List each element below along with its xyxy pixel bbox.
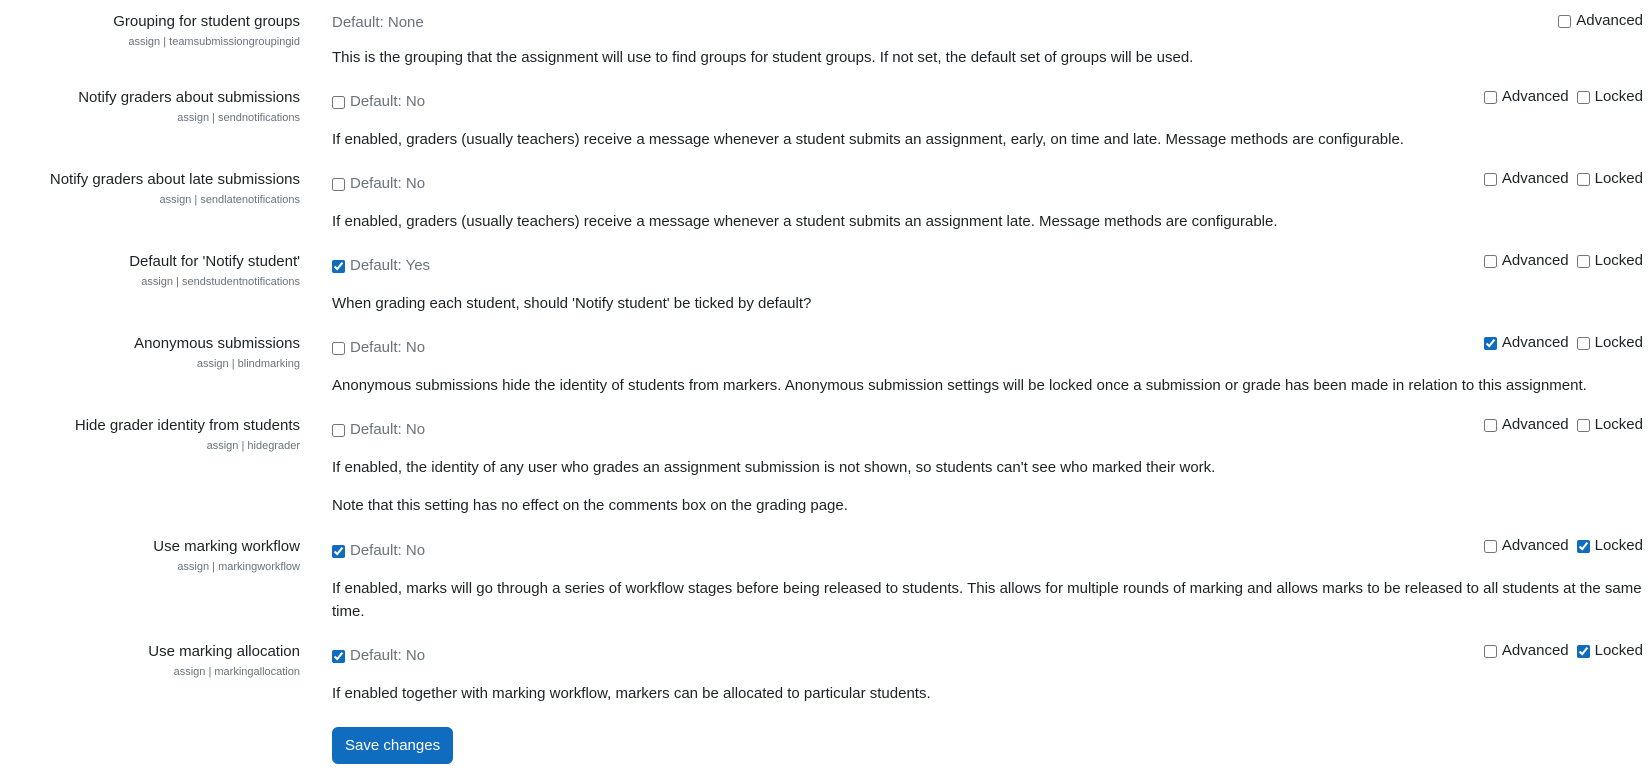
advanced-flag[interactable]: Advanced [1484, 170, 1569, 188]
setting-description: If enabled, graders (usually teachers) receive a message whenever a student submits an assignment, early, on time and late. Message methods are configurable. [332, 131, 1404, 148]
advanced-checkbox[interactable] [1484, 255, 1497, 268]
setting-title: Notify graders about submissions [78, 89, 300, 106]
setting-title: Use marking workflow [153, 538, 300, 555]
advanced-flag[interactable]: Advanced [1484, 537, 1569, 555]
setting-flags [1484, 537, 1643, 555]
setting-checkbox[interactable] [332, 650, 345, 663]
locked-checkbox[interactable] [1577, 173, 1590, 186]
setting-control [332, 175, 425, 193]
default-value: Default: Yes [350, 257, 431, 274]
setting-flags [1558, 12, 1643, 30]
advanced-flag[interactable]: Advanced [1484, 642, 1569, 660]
setting-key: assign | blindmarking [196, 358, 300, 370]
locked-checkbox[interactable] [1577, 645, 1590, 658]
setting-description: When grading each student, should 'Notify student' be ticked by default? [332, 295, 812, 312]
setting-checkbox[interactable] [332, 178, 345, 191]
setting-title: Default for 'Notify student' [129, 253, 300, 270]
setting-title: Use marking allocation [148, 643, 300, 660]
setting-key: assign | teamsubmissiongroupingid [128, 36, 300, 48]
default-value: Default: No [350, 93, 426, 110]
grouping-select[interactable] [332, 14, 424, 32]
setting-key: assign | markingallocation [173, 666, 300, 678]
setting-label [113, 13, 300, 49]
setting-flags [1484, 252, 1643, 270]
setting-flags [1484, 334, 1643, 352]
advanced-flag[interactable]: Advanced [1558, 12, 1643, 30]
setting-control [332, 542, 425, 560]
default-value: Default: No [350, 175, 426, 192]
setting-description: Anonymous submissions hide the identity of students from markers. Anonymous submission settings will be locked once a submission or grade has been made in relation to this assignment. [332, 377, 1587, 394]
save-changes-button[interactable]: Save changes [332, 727, 453, 764]
setting-description: This is the grouping that the assignment will use to find groups for student groups. If not set, the default set of groups will be used. [332, 49, 1194, 66]
advanced-checkbox[interactable] [1558, 15, 1571, 28]
setting-title: Grouping for student groups [113, 13, 300, 30]
setting-label [153, 538, 300, 574]
locked-flag[interactable]: Locked [1577, 334, 1643, 352]
setting-flags [1484, 642, 1643, 660]
setting-description: If enabled together with marking workflow, markers can be allocated to particular students. [332, 685, 931, 702]
setting-checkbox[interactable] [332, 545, 345, 558]
setting-label [148, 643, 300, 679]
locked-flag[interactable]: Locked [1577, 88, 1643, 106]
locked-checkbox[interactable] [1577, 419, 1590, 432]
setting-key: assign | markingworkflow [177, 561, 300, 573]
setting-key: assign | hidegrader [206, 440, 300, 452]
setting-description: If enabled, the identity of any user who grades an assignment submission is not shown, so students can't see who marked their work. [332, 459, 1216, 476]
setting-description-note: Note that this setting has no effect on the comments box on the grading page. [332, 497, 848, 514]
locked-checkbox[interactable] [1577, 91, 1590, 104]
locked-checkbox[interactable] [1577, 255, 1590, 268]
setting-label [50, 171, 300, 207]
setting-control [332, 421, 425, 439]
default-value: Default: No [350, 542, 426, 559]
default-value: Default: No [350, 421, 426, 438]
setting-label [134, 335, 300, 371]
setting-checkbox[interactable] [332, 96, 345, 109]
setting-control [332, 257, 430, 275]
setting-label [75, 417, 300, 453]
setting-title: Notify graders about late submissions [49, 171, 300, 188]
setting-description: If enabled, graders (usually teachers) receive a message whenever a student submits an assignment late. Message methods are configurable. [332, 213, 1278, 230]
advanced-checkbox[interactable] [1484, 173, 1497, 186]
locked-checkbox[interactable] [1577, 337, 1590, 350]
locked-flag[interactable]: Locked [1577, 252, 1643, 270]
default-value: Default: None [332, 14, 424, 31]
setting-description: If enabled, marks will go through a series of workflow stages before being released to students. This allows for multiple rounds of marking and allows marks to be released to all students at the same time. [332, 580, 1642, 620]
setting-flags [1484, 416, 1643, 434]
locked-flag[interactable]: Locked [1577, 416, 1643, 434]
advanced-checkbox[interactable] [1484, 91, 1497, 104]
setting-checkbox[interactable] [332, 342, 345, 355]
advanced-flag[interactable]: Advanced [1484, 416, 1569, 434]
locked-flag[interactable]: Locked [1577, 170, 1643, 188]
advanced-checkbox[interactable] [1484, 337, 1497, 350]
locked-checkbox[interactable] [1577, 540, 1590, 553]
setting-title: Hide grader identity from students [74, 417, 300, 434]
setting-title: Anonymous submissions [134, 335, 300, 352]
default-value: Default: No [350, 647, 426, 664]
setting-label [78, 89, 300, 125]
setting-control [332, 339, 425, 357]
advanced-checkbox[interactable] [1484, 540, 1497, 553]
advanced-checkbox[interactable] [1484, 419, 1497, 432]
setting-flags [1484, 88, 1643, 106]
setting-key: assign | sendnotifications [177, 112, 300, 124]
setting-checkbox[interactable] [332, 424, 345, 437]
advanced-flag[interactable]: Advanced [1484, 88, 1569, 106]
setting-key: assign | sendlatenotifications [159, 194, 300, 206]
setting-flags [1484, 170, 1643, 188]
advanced-flag[interactable]: Advanced [1484, 252, 1569, 270]
locked-flag[interactable]: Locked [1577, 537, 1643, 555]
advanced-flag[interactable]: Advanced [1484, 334, 1569, 352]
setting-label [129, 253, 300, 289]
setting-control [332, 93, 425, 111]
default-value: Default: No [350, 339, 426, 356]
locked-flag[interactable]: Locked [1577, 642, 1643, 660]
setting-checkbox[interactable] [332, 260, 345, 273]
setting-key: assign | sendstudentnotifications [141, 276, 300, 288]
setting-control [332, 647, 425, 665]
advanced-checkbox[interactable] [1484, 645, 1497, 658]
